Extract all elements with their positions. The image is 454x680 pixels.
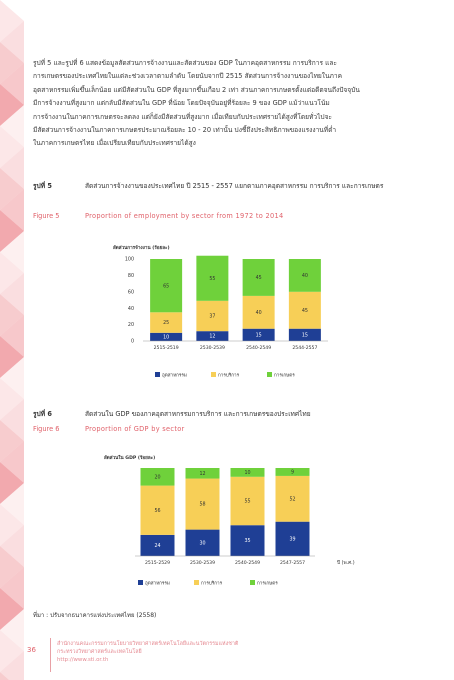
bar-data-label: 52 (289, 497, 296, 503)
figure6-english-caption (33, 425, 433, 435)
figure6-english-title: Proportion of GDP by sector (85, 425, 185, 433)
bar-data-label: 9 (290, 470, 295, 476)
paragraph-line: อุตสาหกรรมเพิ่มขึ้นเล็กน้อย แต่มีสัดส่วนใน GDP ที่สูงมากขึ้นเกือบ 2 เท่า ส่วนภาคการเกษตรตั้งแต่อดีตจนถึงปัจจุบัน (33, 85, 360, 94)
legend-swatch (267, 372, 272, 377)
bar-data-label: 12 (209, 334, 216, 340)
decorative-triangle-band (0, 0, 24, 680)
legend-label: การบริการ (218, 373, 240, 379)
legend-label: อุตสาหกรรม (162, 373, 187, 379)
figure5-english-caption (33, 212, 433, 222)
bar-data-label: 35 (244, 539, 251, 545)
y-axis-label: สัดส่วนใน GDP (ร้อยละ) (104, 456, 156, 461)
y-tick-label: 100 (124, 257, 134, 263)
y-tick-label: 80 (127, 274, 134, 279)
legend-label: อุตสาหกรรม (145, 581, 170, 587)
legend-swatch (155, 372, 160, 377)
legend-label: การเกษตร (257, 581, 278, 587)
bar-data-label: 40 (255, 310, 262, 316)
bar-data-label: 37 (209, 314, 216, 320)
paragraph-line: การจ้างงานในภาคการเกษตรจะลดลง แต่ก็ยังมีสัดส่วนที่สูงมาก เมื่อเทียบกับประเทศรายได้สูงที่โดยทั่วไปจะ (33, 112, 332, 121)
figure5-english-number: Figure 5 (33, 212, 60, 220)
bar-data-label: 12 (199, 471, 206, 477)
bar-data-label: 45 (301, 308, 308, 314)
bar-data-label: 56 (154, 508, 161, 514)
legend-swatch (250, 580, 255, 585)
paragraph-line: มีการจ้างงานที่สูงมาก แต่กลับมีสัดส่วนใน GDP ที่น้อย โดยปัจจุบันอยู่ที่ร้อยละ 9 ของ GDP แม้ว่าแนวโน้ม (33, 99, 330, 108)
x-tick-label: 2547-2557 (279, 561, 306, 566)
paragraph-line: รูปที่ 5 และรูปที่ 6 แสดงข้อมูลสัดส่วนการจ้างงานและสัดส่วนของ GDP ในภาคอุตสาหกรรม การบริการ และ (33, 59, 337, 67)
legend-swatch (138, 580, 143, 585)
figure6-thai-caption (33, 408, 433, 420)
footer-ministry-line: กระทรวงวิทยาศาสตร์และเทคโนโลยี (57, 649, 142, 655)
bar-data-label: 45 (255, 276, 262, 282)
bar-data-label: 65 (163, 284, 170, 290)
figure6-thai-title: สัดส่วนใน GDP ของภาคอุตสาหกรรมการบริการ และการเกษตรของประเทศไทย (85, 410, 311, 418)
bar-data-label: 40 (301, 274, 308, 279)
bar-data-label: 20 (154, 475, 161, 481)
figure5-thai-number: รูปที่ 5 (33, 182, 52, 190)
bar-data-label: 55 (209, 276, 216, 282)
x-axis-label: ปี (พ.ศ.) (337, 561, 355, 566)
bar-data-label: 15 (301, 333, 308, 339)
figure5-english-title: Proportion of employment by sector from 1972 to 2014 (85, 212, 284, 220)
x-tick-label: 2515-2519 (153, 346, 179, 351)
footer-url-link[interactable]: http://www.sti.or.th (57, 657, 109, 663)
figure6-english-number: Figure 6 (33, 425, 60, 433)
bar-data-label: 25 (163, 321, 170, 327)
bar-data-label: 39 (289, 537, 296, 543)
gdp-chart (100, 452, 360, 592)
paragraph-line: ในภาคการเกษตรไทย เมื่อเปรียบเทียบกับประเทศรายได้สูง (33, 139, 196, 148)
bar-data-label: 24 (154, 544, 161, 550)
x-tick-label: 2530-2539 (199, 346, 225, 351)
legend-label: การเกษตร (274, 373, 295, 379)
bar-data-label: 58 (199, 502, 206, 508)
body-paragraph (33, 57, 431, 151)
x-tick-label: 2544-2557 (292, 346, 318, 351)
footer-divider (50, 638, 51, 672)
footer-text (57, 640, 238, 664)
x-tick-label: 2540-2549 (234, 561, 261, 566)
y-tick-label: 60 (127, 290, 134, 296)
legend-swatch (194, 580, 199, 585)
x-tick-label: 2515-2529 (144, 561, 171, 566)
paragraph-line: มีสัดส่วนการจ้างงานในภาคการเกษตรประมาณร้อยละ 10 - 20 เท่านั้น บ่งชี้ถึงประสิทธิภาพของแรงงานที่ต่ำ (33, 126, 337, 135)
y-tick-label: 20 (127, 323, 134, 329)
y-tick-label: 0 (130, 339, 134, 345)
y-axis-label: สัดส่วนการจ้างงาน (ร้อยละ) (113, 246, 170, 251)
legend-label: การบริการ (201, 581, 223, 587)
footer-org-line: สำนักงานคณะกรรมการนโยบายวิทยาศาสตร์เทคโนโลยีและนวัตกรรมแห่งชาติ (57, 641, 239, 647)
x-tick-label: 2530-2539 (189, 561, 216, 566)
bar-data-label: 55 (244, 499, 251, 505)
figure5-thai-title: สัดส่วนการจ้างงานของประเทศไทย ปี 2515 - 2557 แยกตามภาคอุตสาหกรรม การบริการ และการเกษตร (85, 182, 384, 190)
bar-data-label: 15 (255, 333, 262, 339)
source-note: ที่มา : ปรับจากธนาคารแห่งประเทศไทย (2558) (33, 612, 157, 619)
figure6-thai-number: รูปที่ 6 (33, 410, 52, 418)
page-number: 36 (27, 646, 36, 654)
bar-data-label: 10 (163, 335, 170, 341)
bar-data-label: 30 (199, 541, 206, 547)
paragraph-line: การเกษตรของประเทศไทยในแต่ละช่วงเวลาตามลำดับ โดยนับจากปี 2515 สัดส่วนการจ้างงานของไทยในภาค (33, 72, 342, 81)
bar-data-label: 10 (244, 471, 251, 476)
legend-swatch (211, 372, 216, 377)
y-tick-label: 40 (127, 306, 134, 312)
employment-chart (105, 240, 335, 385)
x-tick-label: 2540-2549 (246, 346, 272, 351)
figure5-thai-caption (33, 180, 433, 208)
